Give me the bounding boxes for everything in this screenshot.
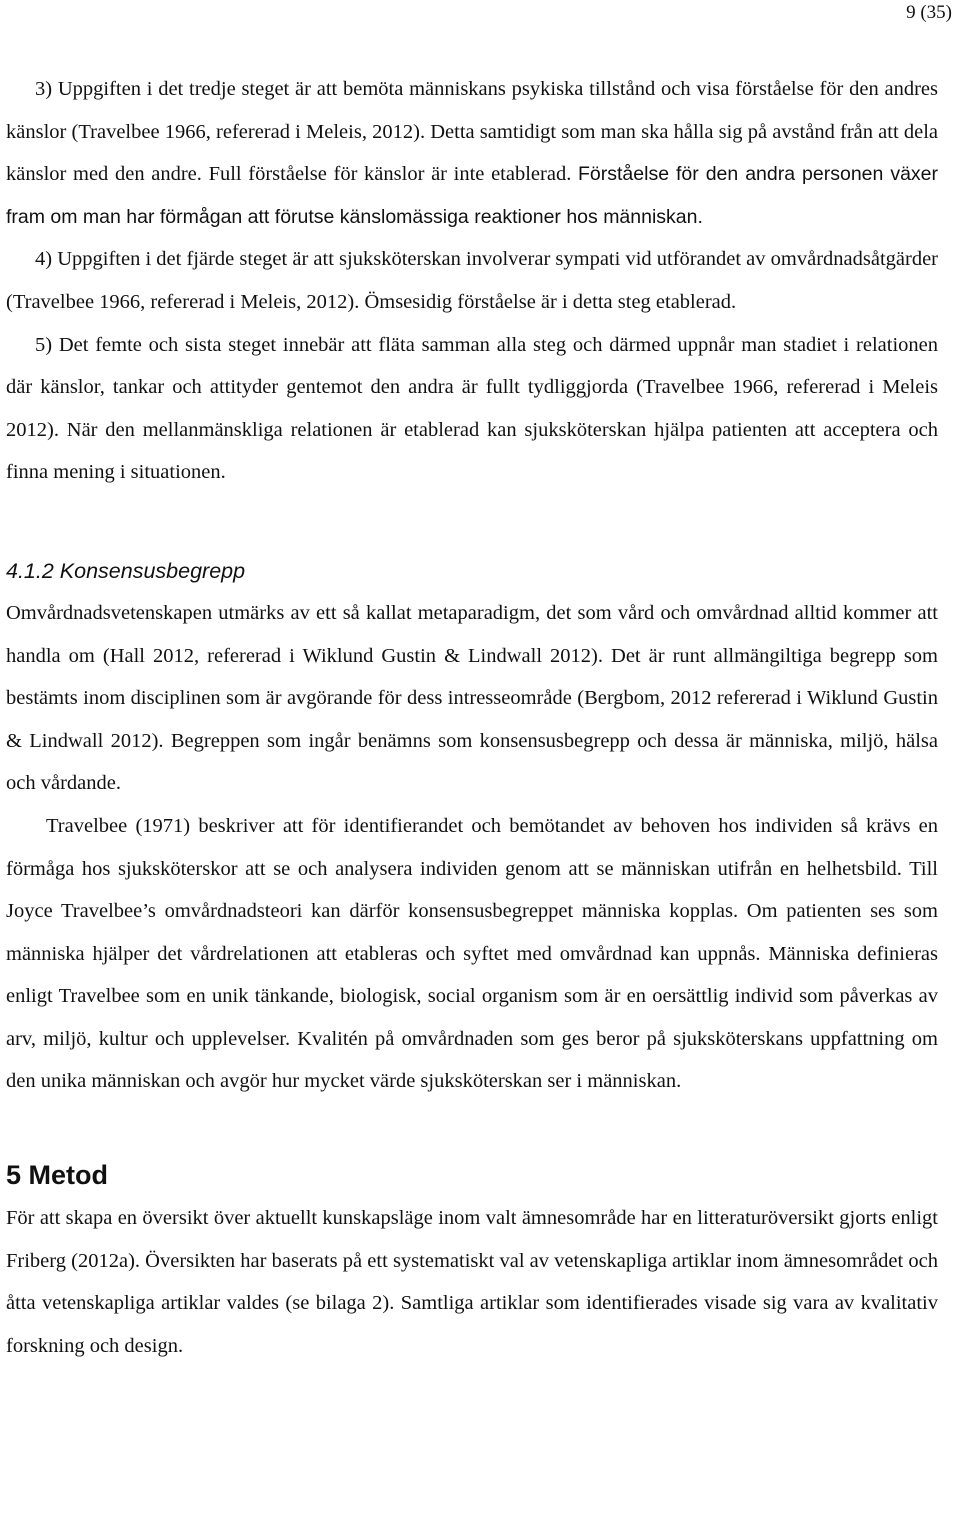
- konsensus-paragraph-1: Omvårdnadsvetenskapen utmärks av ett så kallat metaparadigm, det som vård och omvårdnad alltid kommer att handla om (Hall 2012, refererad i Wiklund Gustin & Lindwall 2012). Det är runt allmängiltiga begrepp som bestämts inom disciplinen som är avgörande för dess intresseområde (Bergbom, 2012 refererad i Wiklund Gustin & Lindwall 2012). Begreppen som ingår benämns som konsensusbegrepp och dessa är människa, miljö, hälsa och vårdande.: [6, 601, 938, 795]
- subsection-heading: 4.1.2 Konsensusbegrepp: [6, 558, 246, 583]
- document-body: [6, 68, 938, 1367]
- section-heading: 5 Metod: [6, 1160, 109, 1191]
- step4-paragraph: 4) Uppgiften i det fjärde steget är att sjuksköterskan involverar sympati vid utförandet av omvårdnadsåtgärder (Travelbee 1966, refererad i Meleis, 2012). Ömsesidig förståelse är i detta steg etablerad.: [6, 248, 938, 313]
- step3-paragraph: [6, 68, 938, 238]
- page-number: 9 (35): [906, 2, 952, 23]
- step3-text: 3) Uppgiften i det tredje steget är att bemöta människans psykiska tillstånd och visa förståelse för den andres känslor (Travelbee 1966, refererad i Meleis, 2012). Detta samtidigt som man ska hålla sig på avstånd från att dela känslor med den andre. Full förståelse för känslor är inte etablerad.: [6, 78, 938, 186]
- metod-paragraph-1: För att skapa en översikt över aktuellt kunskapsläge inom valt ämnesområde har en litteraturöversikt gjorts enligt Friberg (2012a). Översikten har baserats på ett systematiskt val av vetenskapliga artiklar inom ämnesområdet och åtta vetenskapliga artiklar valdes (se bilaga 2). Samtliga artiklar som identifierades visade sig vara av kvalitativ forskning och design.: [6, 1207, 938, 1357]
- step5-paragraph: 5) Det femte och sista steget innebär att fläta samman alla steg och därmed uppnår man stadiet i relationen där känslor, tankar och attityder gentemot den andra är fullt tydliggjorda (Travelbee 1966, refererad i Meleis 2012). När den mellanmänskliga relationen är etablerad kan sjuksköterskan hjälpa patienten att acceptera och finna mening i situationen.: [6, 333, 938, 484]
- konsensus-paragraph-2: Travelbee (1971) beskriver att för identifierandet och bemötandet av behoven hos individen så krävs en förmåga hos sjuksköterskor att se och analysera individen genom att se människan utifrån en helhetsbild. Till Joyce Travelbee’s omvårdnadsteori kan därför konsensusbegreppet människa kopplas. Om patienten ses som människa hjälper det vårdrelationen att etableras och syftet med omvårdnad kan uppnås. Människa definieras enligt Travelbee som en unik tänkande, biologisk, social organism som är en oersättlig individ som påverkas av arv, miljö, kultur och upplevelser. Kvalitén på omvårdnaden som ges beror på sjuksköterskans uppfattning om den unika människan och avgör hur mycket värde sjuksköterskan ser i människan.: [6, 814, 938, 1093]
- step3-continuation: Förståelse för den andra personen växer fram om man har förmågan att förutse känslomässiga reaktioner hos människan.: [6, 163, 939, 228]
